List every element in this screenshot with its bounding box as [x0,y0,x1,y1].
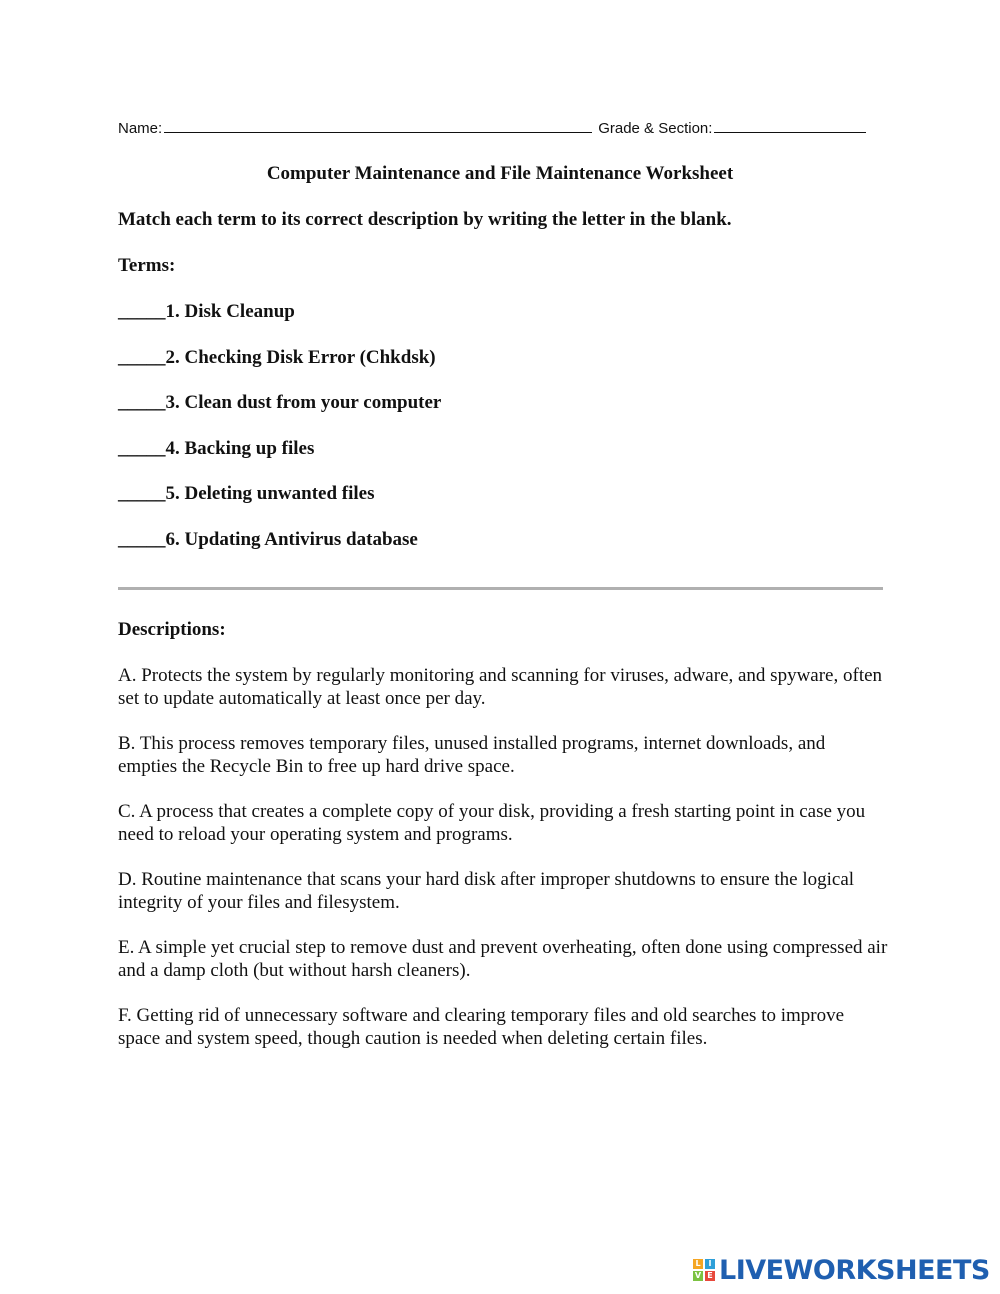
description-item: B. This process removes temporary files, unused installed programs, internet downloads, and empties the Recycle Bin to free up hard drive space. [118,733,826,777]
worksheet-title: Computer Maintenance and File Maintenance Worksheet [266,163,734,184]
term-item: _____2. Checking Disk Error (Chkdsk) [118,346,436,368]
grade-section-blank [714,118,866,133]
name-blank [164,118,592,133]
instruction-text: Match each term to its correct description by writing the letter in the blank. [118,209,732,230]
name-label: Name: [118,120,163,137]
section-divider [118,587,883,590]
term-item: _____3. Clean dust from your computer [118,392,442,413]
description-item: F. Getting rid of unnecessary software and clearing temporary files and old searches to improve space and system speed, though caution is needed when deleting certain files. [118,1005,845,1049]
description-item: A. Protects the system by regularly monitoring and scanning for viruses, adware, and spyware, often set to update automatically at least once per day. [118,665,883,709]
term-item: _____4. Backing up files [118,437,315,459]
description-item: E. A simple yet crucial step to remove dust and prevent overheating, often done using compressed air and a damp cloth (but without harsh cleaners). [118,937,888,981]
logo-mark-letter: V [694,1271,702,1280]
logo-mark-letter: I [705,1259,715,1269]
logo-text: LIVEWORKSHEETS [719,1254,990,1286]
logo-mark-icon [693,1259,715,1281]
student-info-line [118,118,878,137]
logo-mark-letter: L [693,1259,703,1269]
descriptions-list [118,664,888,1072]
descriptions-heading: Descriptions: [118,619,226,640]
terms-heading: Terms: [118,255,176,276]
description-item: D. Routine maintenance that scans your hard disk after improper shutdowns to ensure the logical integrity of your files and filesystem. [118,869,855,913]
logo-mark-letter: E [705,1271,715,1281]
term-item: _____5. Deleting unwanted files [118,483,375,504]
term-item: _____6. Updating Antivirus database [118,528,418,550]
term-item: _____1. Disk Cleanup [118,301,295,322]
liveworksheets-logo [693,1254,990,1286]
terms-list [118,300,441,573]
description-item: C. A process that creates a complete copy of your disk, providing a fresh starting point in case you need to reload your operating system and programs. [118,801,866,845]
grade-section-label: Grade & Section: [598,120,713,137]
